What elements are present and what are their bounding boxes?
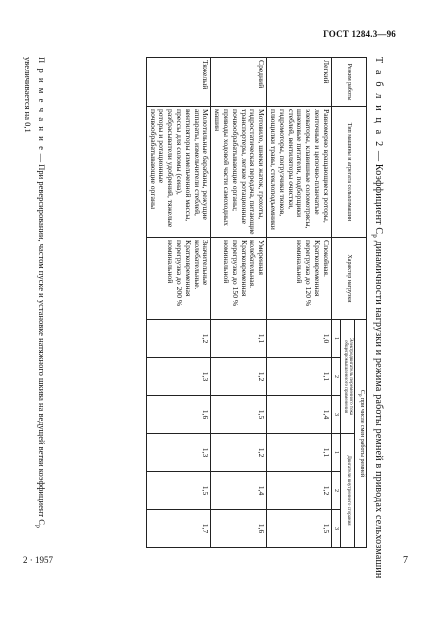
load-cell: Умеренная колебательная. Кратковременная перегрузка до 150 % номинальной: [211, 238, 267, 320]
table-title-text: — Коэффициент C: [373, 148, 384, 235]
header-group-c: C: [359, 389, 365, 394]
header-machine: Тип машины и агрегата сельхозмашин: [331, 107, 366, 238]
header-shift: 3: [331, 510, 341, 548]
load-cell: Спокойная. Кратковременная перегрузка до 120 % номинальной: [267, 238, 332, 320]
footer-print-mark: 2 · 1957: [23, 555, 53, 565]
value-cell: 1,5: [267, 510, 332, 548]
value-cell: 1,5: [211, 396, 267, 434]
value-cell: 1,7: [146, 510, 211, 548]
machine-cell: Молотильные барабаны, режущие аппараты, измельчители стеблей, вентиляторы измельченной массы, прессы для соломы (сена), разбрасыватели удобрений, тяжелые роторы и ротационные почвообрабатывающие органы: [146, 107, 211, 238]
header-group-rest: при числе смен работы ремней: [359, 396, 365, 478]
value-cell: 1,4: [211, 472, 267, 510]
value-cell: 1,1: [211, 320, 267, 358]
value-cell: 1,6: [146, 396, 211, 434]
value-cell: 1,4: [267, 396, 332, 434]
value-cell: 1,2: [211, 434, 267, 472]
value-cell: 1,1: [267, 358, 332, 396]
value-cell: 1,0: [267, 320, 332, 358]
header-shift: 1: [331, 434, 341, 472]
note-sub: р: [34, 524, 41, 528]
header-shift: 2: [331, 358, 341, 396]
note-text: — При реверсировании, частом пуске и установке натяжного шкива на ведущей ветви коэффициент C: [37, 151, 47, 525]
table-title-rest: динамичности нагрузки и режима работы ремней в приводах сельхозмашин: [373, 238, 384, 579]
coefficient-table: [146, 57, 367, 548]
header-electric-motor: Электродвигатель переменного тока общепромышленного применения: [341, 320, 355, 434]
header-group-sub: р: [356, 393, 362, 397]
table-title-label: Т а б л и ц а 2: [373, 57, 384, 149]
mode-cell: Легкий: [267, 58, 332, 107]
value-cell: 1,6: [211, 510, 267, 548]
header-shift: 1: [331, 320, 341, 358]
table-note: [21, 57, 47, 547]
page-number: 7: [403, 555, 408, 566]
value-cell: 1,2: [267, 472, 332, 510]
table-title: [371, 57, 384, 579]
note-label: П р и м е ч а н и е: [37, 57, 47, 152]
value-cell: 1,2: [211, 358, 267, 396]
value-cell: 1,1: [267, 434, 332, 472]
value-cell: 1,3: [146, 358, 211, 396]
header-combustion-engine: Двигатели внутреннего сгорания: [341, 434, 355, 548]
header-shift: 3: [331, 396, 341, 434]
machine-cell: Мотовило, шнеки жаток, грохоты, гидростатическая передача, питающие транспортеры, легкие ротационные почвообрабатывающие органы; приводы ходовой части самоходных машин: [211, 107, 267, 238]
machine-cell: Равномерно вращающиеся роторы, ленточные и цепочно-планчатые элеваторы, клавишные соломотрясы, шнековые питатели, подборщики стеблей, вентиляторы очистки, гидромоторы, погрузчики тюков, плющилки травы, стеклоподъемники: [267, 107, 332, 238]
note-rest: увеличивается на 0,1: [22, 57, 33, 133]
header-shift: 2: [331, 472, 341, 510]
value-cell: 1,5: [146, 472, 211, 510]
header-mode: Режим работы: [331, 58, 366, 107]
value-cell: 1,2: [146, 320, 211, 358]
table-row: [211, 58, 267, 548]
table-row: [146, 58, 211, 548]
value-cell: 1,3: [146, 434, 211, 472]
load-cell: Значительные колебательные. Кратковременная перегрузка до 200 % номинальной: [146, 238, 211, 320]
table-title-sub: р: [371, 234, 379, 238]
standard-number: ГОСТ 1284.3—96: [323, 29, 396, 39]
header-load: Характер нагрузки: [331, 238, 366, 320]
table-row: [267, 58, 332, 548]
header-group: [355, 320, 367, 548]
mode-cell: Тяжелый: [146, 58, 211, 107]
mode-cell: Средний: [211, 58, 267, 107]
